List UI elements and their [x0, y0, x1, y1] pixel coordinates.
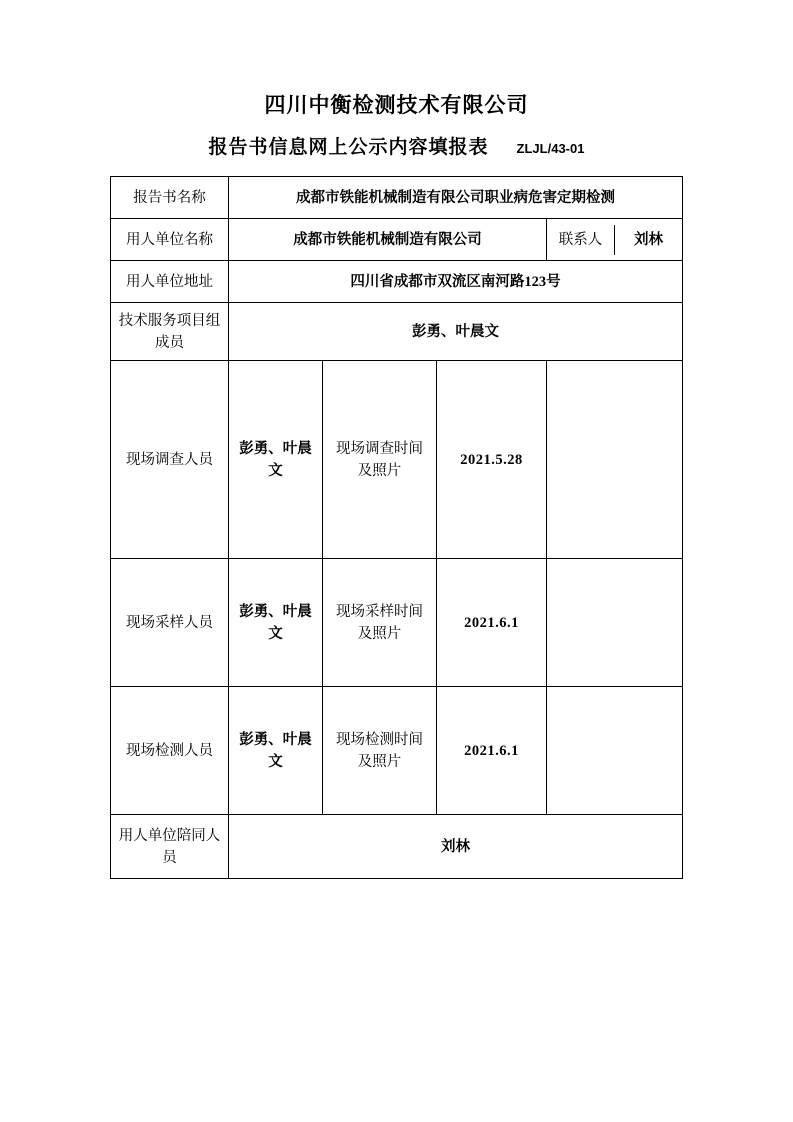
- row-value-sampling-persons: 彭勇、叶晨文: [229, 559, 323, 687]
- table-row: [111, 261, 683, 303]
- table-row: [111, 815, 683, 879]
- contact-cell: [547, 219, 683, 261]
- row-value-contact: 刘林: [634, 231, 663, 248]
- table-row: [111, 687, 683, 815]
- row-value-employer-name: 成都市铁能机械制造有限公司: [229, 219, 547, 261]
- table-row: [111, 303, 683, 361]
- row-label-survey-staff: 现场调查人员: [111, 361, 229, 559]
- row-value-accompany-staff: 刘林: [229, 815, 683, 879]
- row-value-report-name: 成都市铁能机械制造有限公司职业病危害定期检测: [229, 177, 683, 219]
- row-value-team-members: 彭勇、叶晨文: [229, 303, 683, 361]
- row-value-survey-persons: 彭勇、叶晨文: [229, 361, 323, 559]
- table-row: [111, 361, 683, 559]
- row-label-employer-address: 用人单位地址: [111, 261, 229, 303]
- table-row: [111, 559, 683, 687]
- row-label-report-name: 报告书名称: [111, 177, 229, 219]
- row-value-testing-photo: [547, 687, 683, 815]
- page-title: 四川中衡检测技术有限公司: [264, 93, 529, 117]
- row-label-employer-name: 用人单位名称: [111, 219, 229, 261]
- page-subtitle: 报告书信息网上公示内容填报表: [208, 137, 489, 158]
- row-value-employer-address: 四川省成都市双流区南河路123号: [229, 261, 683, 303]
- row-value-sampling-date: 2021.6.1: [437, 559, 547, 687]
- row-label-testing-item: 现场检测时间及照片: [323, 687, 437, 815]
- row-label-survey-item: 现场调查时间及照片: [323, 361, 437, 559]
- row-label-team-members: 技术服务项目组成员: [111, 303, 229, 361]
- row-value-testing-date: 2021.6.1: [437, 687, 547, 815]
- row-label-sampling-staff: 现场采样人员: [111, 559, 229, 687]
- table-row: [111, 219, 683, 261]
- row-value-testing-persons: 彭勇、叶晨文: [229, 687, 323, 815]
- form-code: ZLJL/43-01: [516, 141, 585, 156]
- report-info-table: [110, 176, 683, 879]
- row-label-testing-staff: 现场检测人员: [111, 687, 229, 815]
- table-row: [111, 177, 683, 219]
- subtitle-row: [55, 134, 738, 162]
- row-label-sampling-item: 现场采样时间及照片: [323, 559, 437, 687]
- row-value-survey-photo: [547, 361, 683, 559]
- row-label-contact: 联系人: [547, 225, 615, 255]
- row-label-accompany-staff: 用人单位陪同人员: [111, 815, 229, 879]
- row-value-sampling-photo: [547, 559, 683, 687]
- row-value-survey-date: 2021.5.28: [437, 361, 547, 559]
